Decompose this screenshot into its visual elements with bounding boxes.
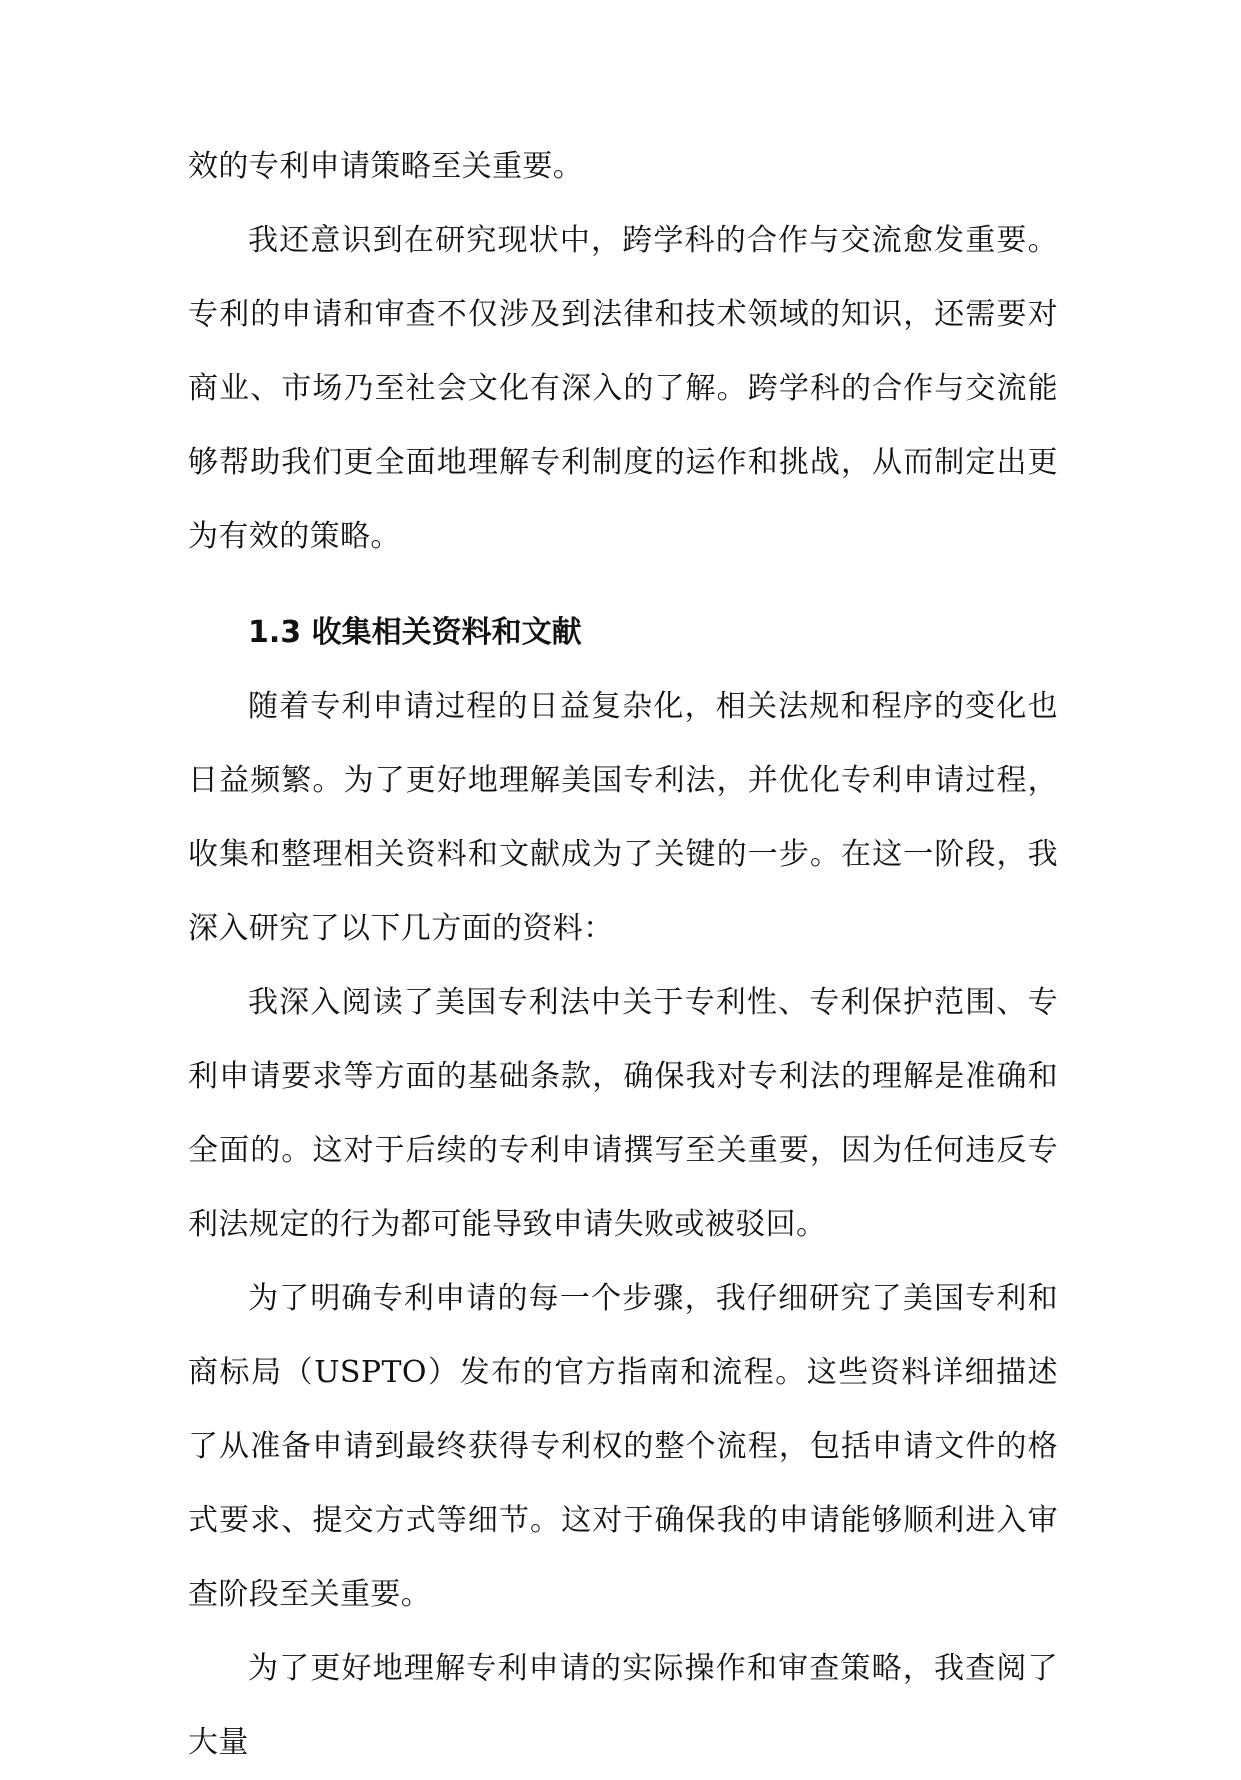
document-body xyxy=(188,130,1058,1780)
paragraph-interdisciplinary: 我还意识到在研究现状中，跨学科的合作与交流愈发重要。专利的申请和审查不仅涉及到法律和技术领域的知识，还需要对商业、市场乃至社会文化有深入的了解。跨学科的合作与交流能够帮助我们更全面地理解专利制度的运作和挑战，从而制定出更为有效的策略。 xyxy=(188,223,1058,554)
paragraph-patent-law: 我深入阅读了美国专利法中关于专利性、专利保护范围、专利申请要求等方面的基础条款，确保我对专利法的理解是准确和全面的。这对于后续的专利申请撰写至关重要，因为任何违反专利法规定的行为都可能导致申请失败或被驳回。 xyxy=(188,985,1058,1242)
paragraph-practice: 为了更好地理解专利申请的实际操作和审查策略，我查阅了大量 xyxy=(188,1651,1058,1760)
paragraph-continuation: 效的专利申请策略至关重要。 xyxy=(188,149,584,184)
paragraph-intro: 随着专利申请过程的日益复杂化，相关法规和程序的变化也日益频繁。为了更好地理解美国专利法，并优化专利申请过程，收集和整理相关资料和文献成为了关键的一步。在这一阶段，我深入研究了以下几方面的资料： xyxy=(188,689,1058,946)
paragraph-uspto: 为了明确专利申请的每一个步骤，我仔细研究了美国专利和商标局（USPTO）发布的官方指南和流程。这些资料详细描述了从准备申请到最终获得专利权的整个流程，包括申请文件的格式要求、提交方式等细节。这对于确保我的申请能够顺利进入审查阶段至关重要。 xyxy=(188,1281,1058,1612)
section-heading: 1.3 收集相关资料和文献 xyxy=(248,615,582,650)
